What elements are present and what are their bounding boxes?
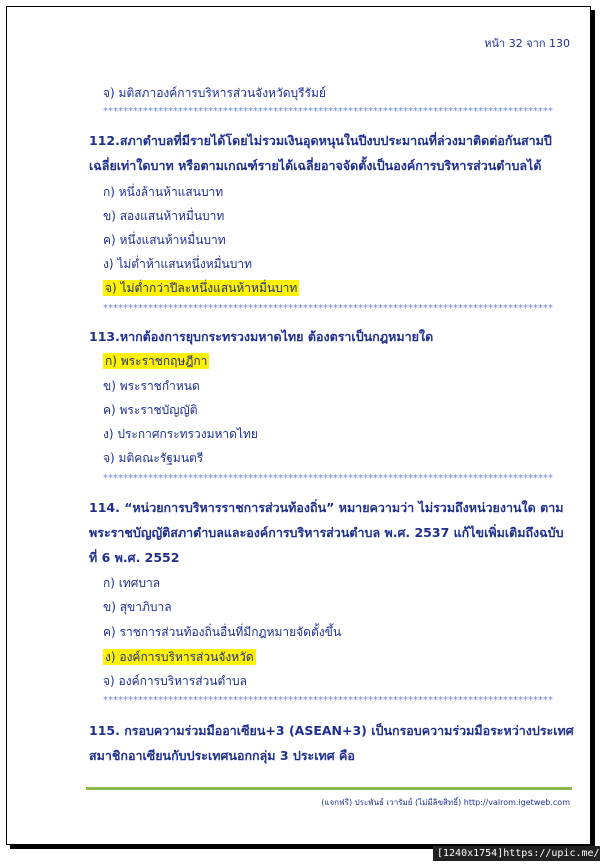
separator: ****************************************************************************************** <box>103 695 553 706</box>
q112-option-a: ก) หนึ่งล้านห้าแสนบาท <box>103 185 224 199</box>
option-prev-e: จ) มติสภาองค์การบริหารส่วนจังหวัดบุรีรัมย์ <box>103 86 326 100</box>
q114-option-c: ค) ราชการส่วนท้องถิ่นอื่นที่มีกฎหมายจัดตั้งขึ้น <box>103 625 342 639</box>
q114-option-a: ก) เทศบาล <box>103 576 161 590</box>
question-112-line-1: 112.สภาตำบลที่มีรายได้โดยไม่รวมเงินอุดหนุนในปีงบประมาณที่ล่วงมาติดต่อกันสามปี <box>89 133 552 148</box>
question-113-line-1: 113.หากต้องการยุบกระทรวงมหาดไทย ต้องตราเป็นกฎหมายใด <box>89 329 434 344</box>
footer-credit: (แจกฟรี) ประพันธ์ เวารัมย์ (ไม่มีลิขสิทธิ์) http://valrom.igetweb.com <box>321 798 570 807</box>
q113-option-a-answer <box>103 352 209 371</box>
q114-option-e: จ) องค์การบริหารส่วนตำบล <box>103 674 247 688</box>
separator: ****************************************************************************************** <box>103 106 553 117</box>
separator: ****************************************************************************************** <box>103 473 553 484</box>
answer-highlight: ก) พระราชกฤษฎีกา <box>105 354 208 368</box>
q112-option-d: ง) ไม่ต่ำห้าแสนหนึ่งหมื่นบาท <box>103 257 253 271</box>
page-number: หน้า 32 จาก 130 <box>484 37 570 50</box>
question-114-line-2: พระราชบัญญัติสภาตำบลและองค์การบริหารส่วนตำบล พ.ศ. 2537 แก้ไขเพิ่มเติมถึงฉบับ <box>89 525 564 540</box>
q112-option-b: ข) สองแสนห้าหมื่นบาท <box>103 209 225 223</box>
q114-option-b: ข) สุขาภิบาล <box>103 600 172 614</box>
question-115-line-2: สมาชิกอาเซียนกับประเทศนอกกลุ่ม 3 ประเทศ คือ <box>89 748 355 763</box>
question-114-line-3: ที่ 6 พ.ศ. 2552 <box>89 550 180 565</box>
q112-option-c: ค) หนึ่งแสนห้าหมื่นบาท <box>103 233 226 247</box>
q114-option-d-answer <box>103 648 256 667</box>
q112-option-e-answer <box>103 279 299 298</box>
separator: ****************************************************************************************** <box>103 303 553 314</box>
q113-option-d: ง) ประกาศกระทรวงมหาดไทย <box>103 427 258 441</box>
q113-option-b: ข) พระราชกำหนด <box>103 379 200 393</box>
question-112-line-2: เฉลี่ยเท่าใดบาท หรือตามเกณฑ์รายได้เฉลี่ยอาจจัดตั้งเป็นองค์การบริหารส่วนตำบลได้ <box>89 158 542 173</box>
image-size-tag: [1240x1754]https://upic.me/ <box>433 846 600 861</box>
answer-highlight: ง) องค์การบริหารส่วนจังหวัด <box>105 650 254 664</box>
answer-highlight: จ) ไม่ต่ำกว่าปีละหนึ่งแสนห้าหมื่นบาท <box>105 281 298 295</box>
q113-option-c: ค) พระราชบัญญัติ <box>103 403 198 417</box>
question-115-line-1: 115. กรอบความร่วมมืออาเซียน+3 (ASEAN+3) เป็นกรอบความร่วมมือระหว่างประเทศ <box>89 723 574 738</box>
question-114-line-1: 114. “หน่วยการบริหารราชการส่วนท้องถิ่น” หมายความว่า ไม่รวมถึงหน่วยงานใด ตาม <box>89 500 564 515</box>
footer-rule <box>86 787 572 790</box>
q113-option-e: จ) มติคณะรัฐมนตรี <box>103 451 204 465</box>
